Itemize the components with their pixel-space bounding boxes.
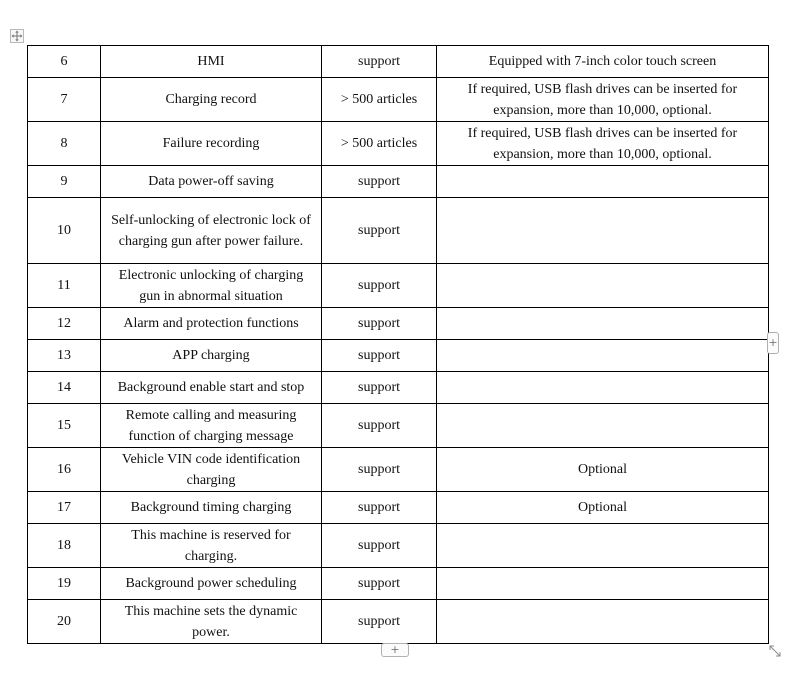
spec-value-cell[interactable]: > 500 articles [322,78,437,122]
remark-cell[interactable] [437,524,769,568]
row-number-cell[interactable]: 7 [28,78,101,122]
spec-value-cell[interactable]: support [322,166,437,198]
remark-cell[interactable] [437,340,769,372]
insert-column-button[interactable]: + [381,643,409,657]
table-row [28,568,769,600]
spec-value-cell[interactable]: support [322,600,437,644]
item-name-cell[interactable]: This machine sets the dynamic power. [101,600,322,644]
item-name-cell[interactable]: Failure recording [101,122,322,166]
item-name-cell[interactable]: HMI [101,46,322,78]
remark-cell[interactable] [437,404,769,448]
item-name-cell[interactable]: Charging record [101,78,322,122]
item-name-cell[interactable]: Self-unlocking of electronic lock of charging gun after power failure. [101,198,322,264]
row-number-cell[interactable]: 19 [28,568,101,600]
remark-cell[interactable] [437,166,769,198]
table-row [28,198,769,264]
table-row [28,46,769,78]
spec-value-cell[interactable]: support [322,448,437,492]
row-number-cell[interactable]: 18 [28,524,101,568]
remark-cell[interactable]: If required, USB flash drives can be inserted for expansion, more than 10,000, optional. [437,122,769,166]
table-row [28,78,769,122]
item-name-cell[interactable]: Alarm and protection functions [101,308,322,340]
item-name-cell[interactable]: Background timing charging [101,492,322,524]
row-number-cell[interactable]: 8 [28,122,101,166]
remark-cell[interactable] [437,568,769,600]
spec-value-cell[interactable]: support [322,340,437,372]
remark-cell[interactable]: Optional [437,492,769,524]
item-name-cell[interactable]: Remote calling and measuring function of charging message [101,404,322,448]
table-row [28,404,769,448]
spec-value-cell[interactable]: support [322,198,437,264]
spec-value-cell[interactable]: support [322,492,437,524]
table-row [28,372,769,404]
row-number-cell[interactable]: 17 [28,492,101,524]
spec-value-cell[interactable]: support [322,264,437,308]
spec-value-cell[interactable]: support [322,568,437,600]
remark-cell[interactable] [437,372,769,404]
table-row [28,524,769,568]
remark-cell[interactable] [437,264,769,308]
item-name-cell[interactable]: Background enable start and stop [101,372,322,404]
item-name-cell[interactable]: Electronic unlocking of charging gun in abnormal situation [101,264,322,308]
insert-row-button[interactable]: + [767,332,779,354]
remark-cell[interactable]: Equipped with 7-inch color touch screen [437,46,769,78]
item-name-cell[interactable]: Data power-off saving [101,166,322,198]
remark-cell[interactable]: Optional [437,448,769,492]
item-name-cell[interactable]: Vehicle VIN code identification charging [101,448,322,492]
row-number-cell[interactable]: 15 [28,404,101,448]
spec-table-body [28,46,769,644]
table-row [28,448,769,492]
spec-value-cell[interactable]: support [322,46,437,78]
row-number-cell[interactable]: 9 [28,166,101,198]
table-row [28,600,769,644]
item-name-cell[interactable]: Background power scheduling [101,568,322,600]
table-row [28,308,769,340]
remark-cell[interactable] [437,308,769,340]
row-number-cell[interactable]: 12 [28,308,101,340]
remark-cell[interactable]: If required, USB flash drives can be inserted for expansion, more than 10,000, optional. [437,78,769,122]
spec-value-cell[interactable]: support [322,372,437,404]
table-row [28,122,769,166]
table-row [28,264,769,308]
row-number-cell[interactable]: 6 [28,46,101,78]
table-move-handle[interactable] [10,29,24,43]
resize-icon [768,644,782,658]
row-number-cell[interactable]: 11 [28,264,101,308]
row-number-cell[interactable]: 10 [28,198,101,264]
item-name-cell[interactable]: This machine is reserved for charging. [101,524,322,568]
remark-cell[interactable] [437,600,769,644]
row-number-cell[interactable]: 14 [28,372,101,404]
table-row [28,166,769,198]
spec-table [27,45,769,644]
row-number-cell[interactable]: 16 [28,448,101,492]
table-resize-handle[interactable] [768,644,782,658]
spec-value-cell[interactable]: support [322,404,437,448]
item-name-cell[interactable]: APP charging [101,340,322,372]
row-number-cell[interactable]: 20 [28,600,101,644]
spec-value-cell[interactable]: support [322,524,437,568]
table-row [28,492,769,524]
spec-value-cell[interactable]: support [322,308,437,340]
spec-value-cell[interactable]: > 500 articles [322,122,437,166]
row-number-cell[interactable]: 13 [28,340,101,372]
move-icon [11,30,23,42]
table-row [28,340,769,372]
remark-cell[interactable] [437,198,769,264]
